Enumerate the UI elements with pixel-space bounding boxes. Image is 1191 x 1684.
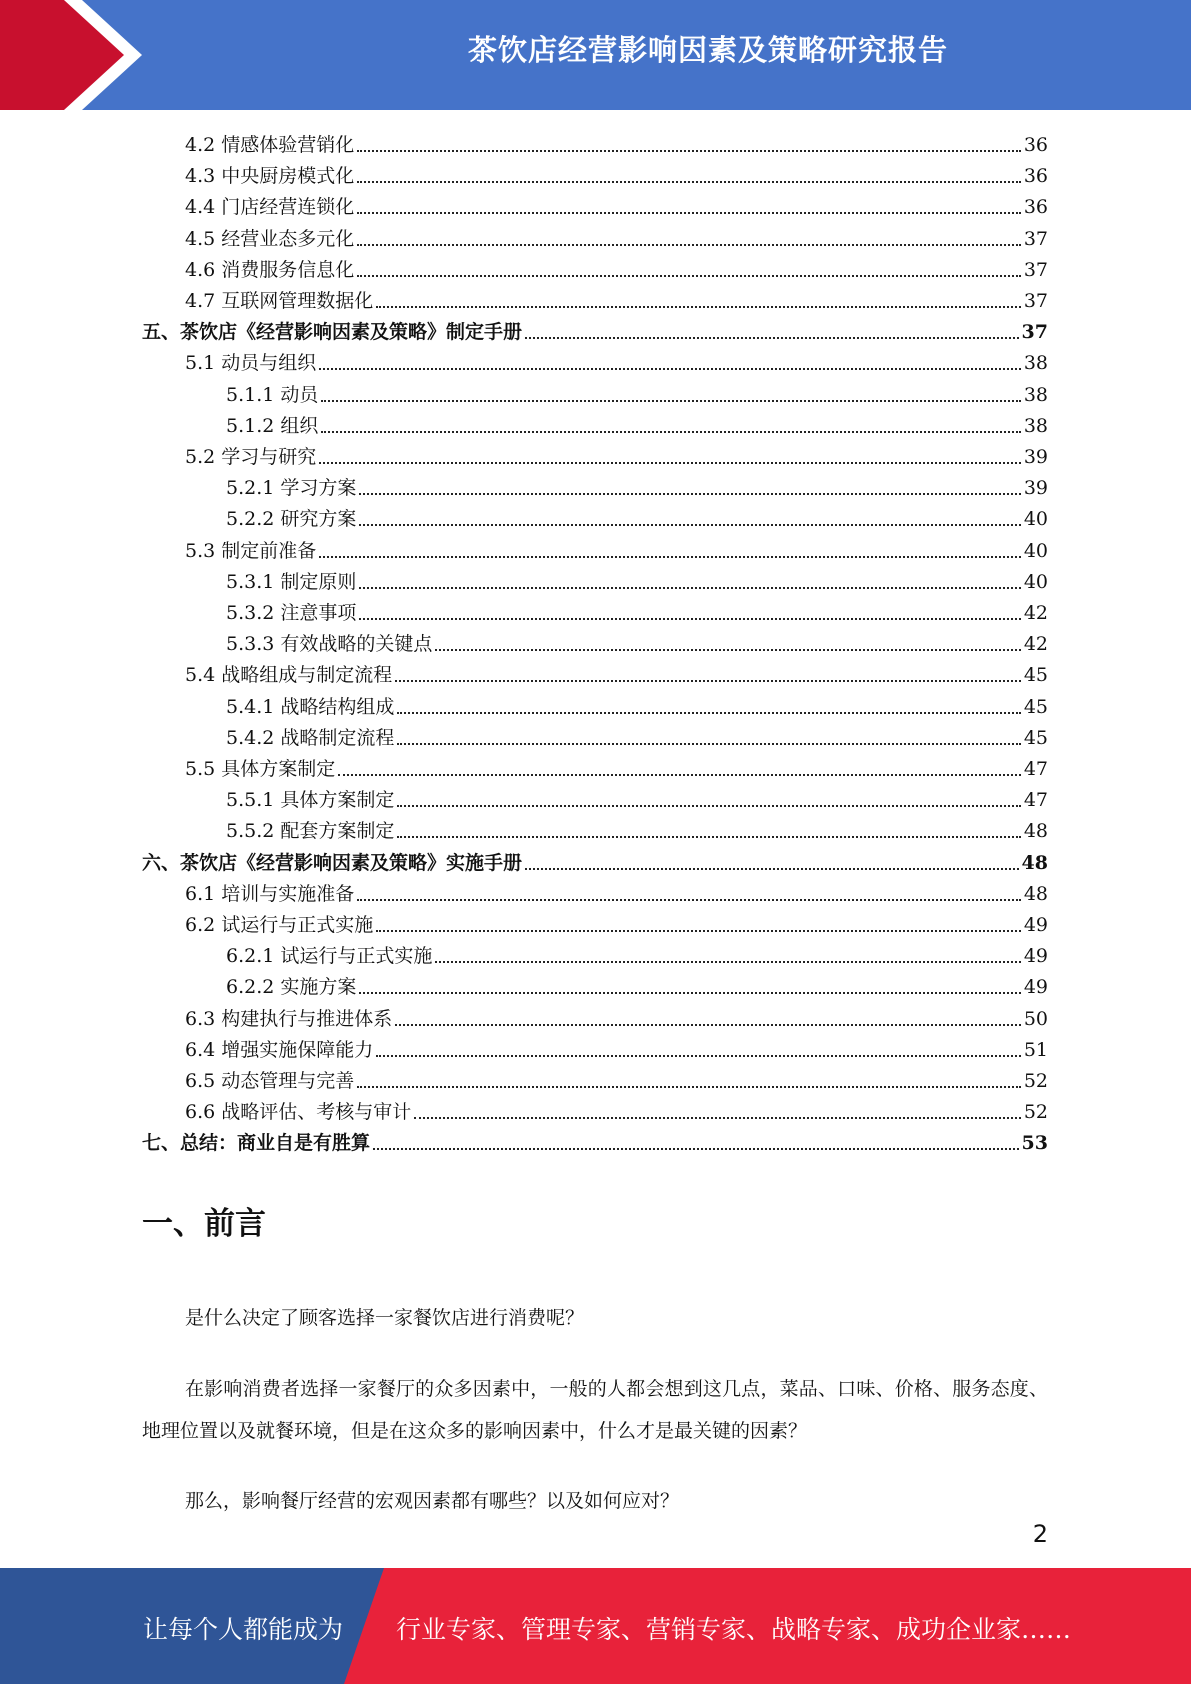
toc-entry-label: 5.2.1 学习方案 (226, 477, 357, 500)
toc-entry[interactable] (185, 1031, 1048, 1062)
toc-entry-label: 6.2.1 试运行与正式实施 (226, 945, 433, 968)
toc-entry[interactable] (185, 188, 1048, 219)
paragraph-1: 是什么决定了顾客选择一家餐饮店进行消费呢？ (185, 1307, 585, 1329)
toc-entry-label: 5.3 制定前准备 (185, 539, 317, 562)
toc-entry-page: 49 (1023, 914, 1048, 936)
toc-entry-label: 六、茶饮店《经营影响因素及策略》实施手册 (142, 851, 523, 874)
toc-entry-page: 40 (1023, 508, 1048, 531)
toc-entry-page: 42 (1023, 602, 1048, 624)
toc-entry[interactable] (185, 750, 1048, 781)
toc-entry-page: 38 (1023, 383, 1048, 406)
toc-entry-page: 48 (1023, 820, 1048, 843)
toc-entry-label: 5.1.1 动员 (226, 383, 319, 406)
toc-entry-label: 七、总结：商业自是有胜算 (142, 1132, 371, 1155)
toc-entry-label: 6.5 动态管理与完善 (185, 1070, 355, 1092)
toc-dot-leader (395, 679, 1021, 682)
toc-dot-leader (373, 1147, 1019, 1150)
toc-entry-label: 4.3 中央厨房模式化 (185, 165, 355, 188)
toc-entry-page: 37 (1023, 227, 1048, 250)
toc-entry[interactable] (226, 719, 1048, 750)
toc-entry-page: 52 (1023, 1070, 1048, 1092)
toc-dot-leader (357, 211, 1021, 214)
toc-entry-page: 47 (1023, 758, 1048, 780)
toc-entry[interactable] (185, 875, 1048, 906)
footer-slogan-left: 让每个人都能成为 (143, 1615, 344, 1644)
toc-entry[interactable] (185, 220, 1048, 251)
toc-entry-page: 38 (1023, 352, 1048, 375)
toc-entry-label: 5.4.1 战略结构组成 (226, 695, 395, 718)
toc-entry-label: 6.2.2 实施方案 (226, 976, 357, 999)
toc-dot-leader (359, 586, 1020, 589)
toc-entry-page: 49 (1023, 976, 1048, 999)
toc-entry-label: 5.3.3 有效战略的关键点 (226, 633, 433, 656)
toc-entry[interactable] (226, 968, 1048, 999)
toc-entry-label: 5.1 动员与组织 (185, 352, 317, 375)
page-header (0, 0, 1191, 110)
toc-entry[interactable] (142, 844, 1048, 875)
toc-entry[interactable] (185, 906, 1048, 937)
toc-dot-leader (395, 1023, 1021, 1026)
toc-dot-leader (376, 929, 1021, 932)
toc-entry-label: 5.5.2 配套方案制定 (226, 820, 395, 843)
toc-dot-leader (376, 1054, 1021, 1057)
toc-entry-page: 45 (1023, 664, 1048, 687)
toc-entry-page: 45 (1023, 695, 1048, 718)
toc-entry-page: 36 (1023, 196, 1048, 219)
toc-entry-page: 51 (1023, 1038, 1048, 1061)
toc-dot-leader (359, 523, 1020, 526)
toc-entry-page: 42 (1023, 633, 1048, 656)
toc-entry[interactable] (142, 1124, 1048, 1155)
toc-entry-label: 5.3.2 注意事项 (226, 602, 357, 624)
toc-entry-label: 6.1 培训与实施准备 (185, 882, 355, 905)
toc-entry-label: 6.3 构建执行与推进体系 (185, 1007, 393, 1030)
toc-entry[interactable] (185, 126, 1048, 157)
toc-dot-leader (357, 243, 1021, 246)
toc-entry-label: 4.7 互联网管理数据化 (185, 290, 374, 312)
toc-entry[interactable] (226, 469, 1048, 500)
toc-dot-leader (321, 399, 1020, 402)
toc-entry-page: 37 (1023, 258, 1048, 281)
paragraph-2: 在影响消费者选择一家餐厅的众多因素中，一般的人都会想到这几点，菜品、口味、价格、服务态度、地理位置以及就餐环境，但是在这众多的影响因素中，什么才是最关键的因素？ (142, 1378, 1048, 1442)
page-footer (0, 1568, 1191, 1684)
toc-entry-label: 5.2.2 研究方案 (226, 508, 357, 531)
page-number: 2 (1032, 1520, 1048, 1548)
toc-entry-page: 37 (1023, 290, 1048, 312)
toc-dot-leader (359, 991, 1020, 994)
toc-dot-leader (338, 773, 1021, 776)
toc-dot-leader (357, 898, 1021, 901)
toc-entry-page: 39 (1023, 446, 1048, 468)
toc-dot-leader (319, 461, 1021, 464)
toc-dot-leader (357, 149, 1021, 152)
toc-entry[interactable] (226, 594, 1048, 625)
toc-entry[interactable] (226, 937, 1048, 968)
toc-dot-leader (376, 305, 1021, 308)
toc-entry[interactable] (142, 313, 1048, 344)
toc-dot-leader (319, 367, 1021, 370)
toc-entry[interactable] (226, 376, 1048, 407)
toc-entry-label: 5.1.2 组织 (226, 414, 319, 437)
toc-entry-page: 40 (1023, 539, 1048, 562)
toc-entry[interactable] (226, 625, 1048, 656)
toc-dot-leader (319, 555, 1021, 558)
toc-dot-leader (359, 492, 1020, 495)
toc-entry-label: 5.4 战略组成与制定流程 (185, 664, 393, 687)
toc-entry[interactable] (226, 781, 1048, 812)
paragraph-3: 那么，影响餐厅经营的宏观因素都有哪些？以及如何应对？ (185, 1490, 680, 1512)
toc-entry[interactable] (226, 563, 1048, 594)
toc-dot-leader (397, 711, 1020, 714)
toc-dot-leader (397, 742, 1020, 745)
toc-entry-page: 45 (1023, 726, 1048, 749)
toc-dot-leader (525, 867, 1019, 870)
toc-dot-leader (414, 1116, 1021, 1119)
toc-entry[interactable] (185, 251, 1048, 282)
toc-entry[interactable] (185, 282, 1048, 313)
toc-dot-leader (321, 430, 1020, 433)
toc-entry-page: 49 (1023, 945, 1048, 968)
toc-entry-label: 五、茶饮店《经营影响因素及策略》制定手册 (142, 321, 523, 344)
toc-dot-leader (357, 180, 1021, 183)
toc-entry-page: 36 (1023, 165, 1048, 188)
toc-entry-label: 5.4.2 战略制定流程 (226, 726, 395, 749)
toc-dot-leader (397, 804, 1020, 807)
toc-entry-label: 4.4 门店经营连锁化 (185, 196, 355, 219)
header-arrow-graphic (0, 0, 160, 110)
toc-entry-page: 48 (1023, 882, 1048, 905)
toc-entry-page: 53 (1021, 1132, 1048, 1155)
toc-entry-label: 4.6 消费服务信息化 (185, 258, 355, 281)
toc-dot-leader (435, 960, 1020, 963)
toc-entry-page: 47 (1023, 789, 1048, 812)
toc-entry-page: 50 (1023, 1007, 1048, 1030)
toc-entry-label: 4.2 情感体验营销化 (185, 134, 355, 156)
toc-entry[interactable] (185, 532, 1048, 563)
toc-entry[interactable] (226, 500, 1048, 531)
toc-entry[interactable] (185, 438, 1048, 469)
toc-entry[interactable] (185, 1093, 1048, 1124)
toc-entry[interactable] (185, 1062, 1048, 1093)
toc-entry-label: 5.5.1 具体方案制定 (226, 789, 395, 812)
toc-entry[interactable] (185, 1000, 1048, 1031)
toc-entry-label: 5.2 学习与研究 (185, 446, 317, 468)
toc-entry[interactable] (226, 688, 1048, 719)
toc-entry-page: 48 (1021, 851, 1048, 874)
toc-entry-page: 36 (1023, 134, 1048, 156)
toc-entry-page: 38 (1023, 414, 1048, 437)
footer-slogan-right: 行业专家、管理专家、营销专家、战略专家、成功企业家…… (396, 1615, 1072, 1644)
toc-entry-page: 39 (1023, 477, 1048, 500)
section-heading: 一、前言 (142, 1206, 266, 1242)
toc-dot-leader (359, 617, 1020, 620)
toc-entry-page: 37 (1021, 321, 1048, 344)
toc-entry[interactable] (226, 812, 1048, 843)
toc-entry-label: 5.3.1 制定原则 (226, 570, 357, 593)
toc-dot-leader (357, 274, 1021, 277)
toc-entry[interactable] (185, 656, 1048, 687)
toc-entry[interactable] (185, 157, 1048, 188)
toc-entry-label: 6.4 增强实施保障能力 (185, 1038, 374, 1061)
toc-dot-leader (525, 336, 1019, 339)
toc-entry[interactable] (185, 344, 1048, 375)
report-title: 茶饮店经营影响因素及策略研究报告 (467, 33, 948, 67)
toc-dot-leader (435, 648, 1020, 651)
toc-entry-page: 52 (1023, 1101, 1048, 1124)
toc-entry-label: 4.5 经营业态多元化 (185, 227, 355, 250)
toc-entry-page: 40 (1023, 570, 1048, 593)
toc-dot-leader (397, 835, 1020, 838)
toc-entry-label: 6.6 战略评估、考核与审计 (185, 1101, 412, 1124)
toc-entry-label: 6.2 试运行与正式实施 (185, 914, 374, 936)
toc-dot-leader (357, 1085, 1021, 1088)
toc-entry-label: 5.5 具体方案制定 (185, 758, 336, 780)
toc-entry[interactable] (226, 407, 1048, 438)
